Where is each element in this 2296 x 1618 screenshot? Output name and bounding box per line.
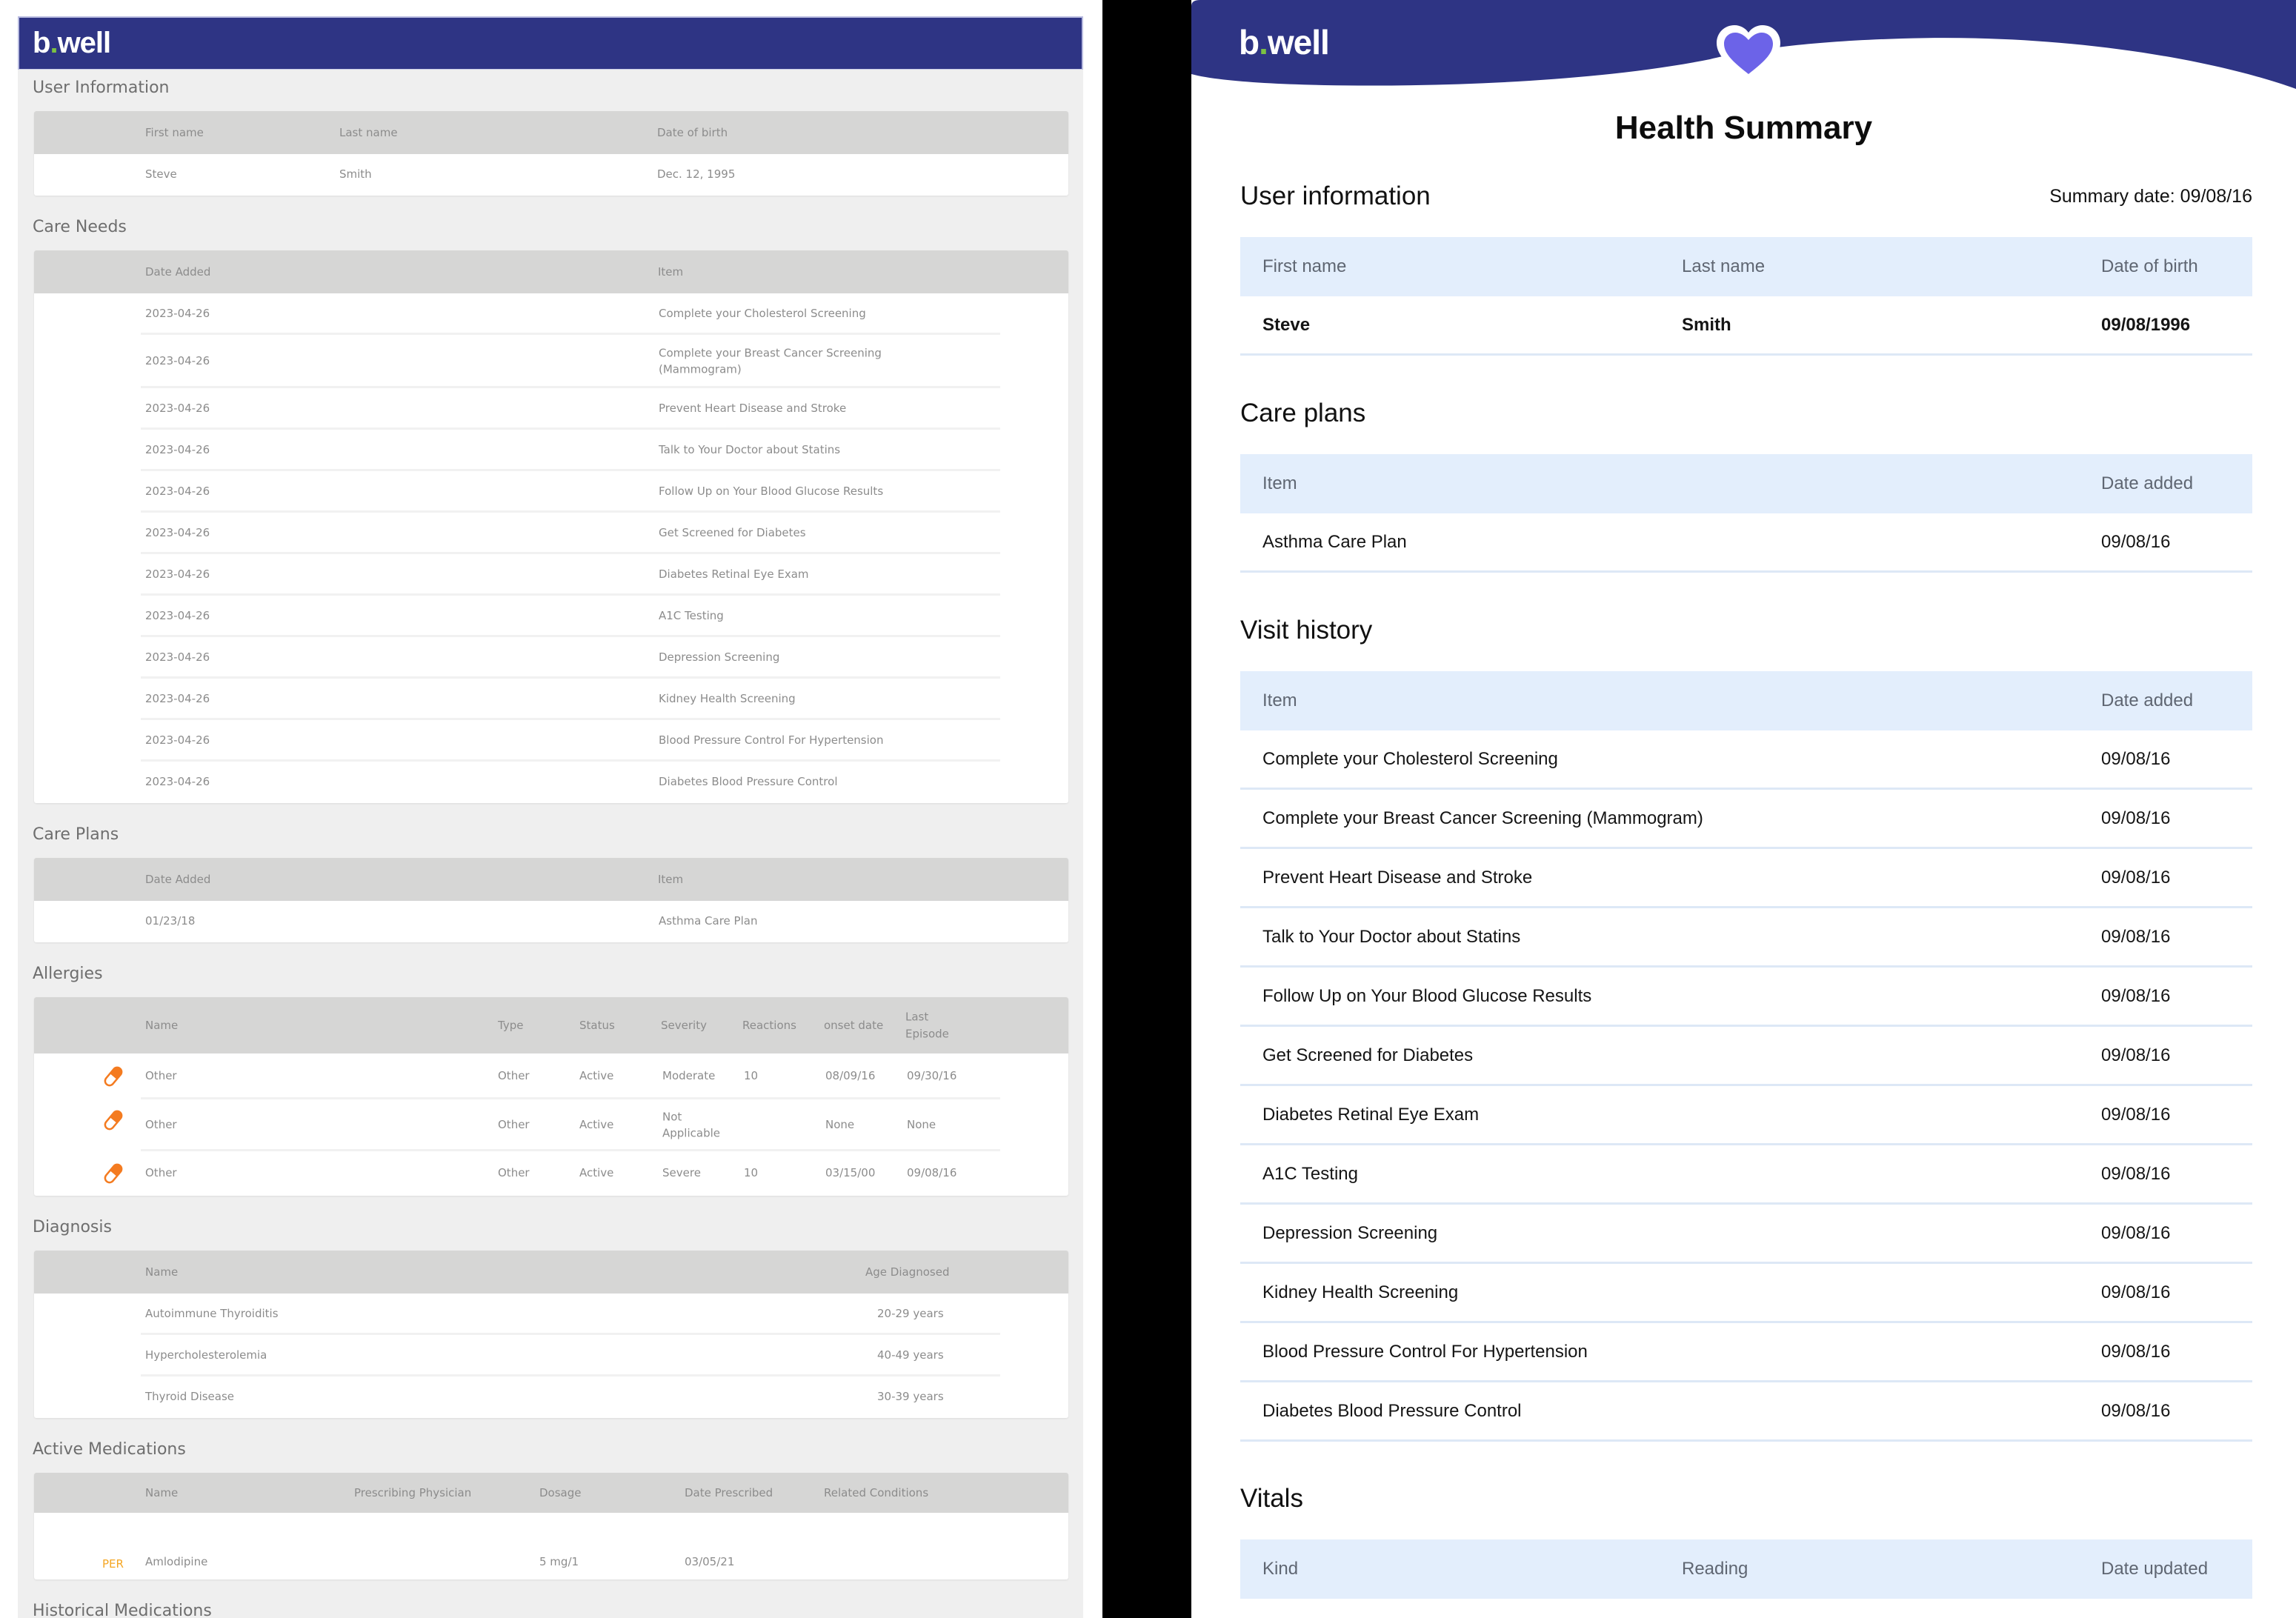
summary-date: Summary date: 09/08/16 [2049, 186, 2252, 207]
medication-dosage: 5 mg/1 [539, 1555, 579, 1569]
care-need-item: Follow Up on Your Blood Glucose Results [659, 485, 884, 499]
medication-name: Amlodipine [145, 1555, 208, 1569]
table-header [34, 997, 1068, 1053]
allergy-type: Other [498, 1069, 530, 1083]
care-need-item: Complete your Cholesterol Screening [659, 307, 866, 321]
column-header: Item [1262, 690, 1297, 710]
user-information-section [1240, 178, 2252, 356]
visit-item: Diabetes Retinal Eye Exam [1262, 1104, 1480, 1125]
care-need-item: Diabetes Blood Pressure Control [659, 775, 838, 789]
column-header: onset date [824, 1018, 884, 1032]
table-row [34, 596, 1068, 637]
column-header: Item [1262, 473, 1297, 493]
date-added: 2023-04-26 [145, 485, 210, 499]
table-row [1240, 908, 2252, 968]
section-title-historical-medications: Historical Medications [33, 1602, 212, 1618]
diagnosis-name: Autoimmune Thyroiditis [145, 1307, 279, 1321]
care-need-item: Prevent Heart Disease and Stroke [659, 402, 847, 416]
care-need-item: Talk to Your Doctor about Statins [659, 443, 841, 457]
date-added: 09/08/16 [2101, 808, 2171, 828]
vitals-table [1240, 1539, 2252, 1599]
table-row [34, 901, 1068, 942]
table-header [1240, 454, 2252, 513]
table-row [34, 430, 1068, 471]
active-medications-table [34, 1473, 1068, 1579]
table-row [34, 1099, 1068, 1151]
table-row [1240, 730, 2252, 790]
table-row [34, 154, 1068, 196]
date-added: 09/08/16 [2101, 867, 2171, 888]
column-header: Name [145, 1485, 179, 1499]
allergy-status: Active [579, 1069, 614, 1083]
column-header: Last name [339, 125, 398, 139]
table-header [34, 1473, 1068, 1513]
section-title-diagnosis: Diagnosis [33, 1218, 112, 1236]
table-row [1240, 513, 2252, 573]
allergies-table [34, 997, 1068, 1196]
pill-icon [101, 1108, 126, 1133]
diagnosis-name: Hypercholesterolemia [145, 1348, 267, 1362]
section-title-user-information: User Information [33, 79, 170, 97]
column-header: Date of birth [2101, 256, 2198, 276]
table-row [34, 388, 1068, 430]
column-header: Date Prescribed [685, 1485, 773, 1499]
table-row [1240, 1205, 2252, 1264]
section-title-care-plans: Care plans [1240, 399, 1366, 427]
table-row [34, 335, 1068, 388]
panel-divider [1102, 0, 1191, 1618]
column-header: Last Episode [905, 1010, 949, 1040]
date-added: 2023-04-26 [145, 567, 210, 582]
table-header [1240, 237, 2252, 296]
date-added: 09/08/16 [2101, 1045, 2171, 1065]
medication-date-prescribed: 03/05/21 [685, 1555, 735, 1569]
table-header [34, 858, 1068, 901]
visit-item: Talk to Your Doctor about Statins [1262, 926, 1521, 947]
allergy-name: Other [145, 1069, 177, 1083]
table-header [34, 111, 1068, 154]
section-title-care-needs: Care Needs [33, 218, 127, 236]
visit-history-section [1240, 612, 2252, 1442]
table-row [34, 762, 1068, 803]
table-row [1240, 1323, 2252, 1382]
table-header [1240, 671, 2252, 730]
date-added: 09/08/16 [2101, 1282, 2171, 1302]
date-added: 09/08/16 [2101, 1341, 2171, 1362]
care-plan-item: Asthma Care Plan [1262, 531, 1407, 552]
allergy-last-episode: 09/08/16 [907, 1166, 957, 1180]
visit-item: Depression Screening [1262, 1222, 1438, 1243]
allergy-type: Other [498, 1166, 530, 1180]
allergy-type: Other [498, 1118, 530, 1132]
first-name: Steve [1262, 314, 1311, 335]
date-added: 09/08/16 [2101, 748, 2171, 769]
table-row [34, 554, 1068, 596]
date-of-birth: Dec. 12, 1995 [657, 167, 736, 182]
allergy-last-episode: 09/30/16 [907, 1069, 957, 1083]
date-added: 09/08/16 [2101, 926, 2171, 947]
date-added: 09/08/16 [2101, 1222, 2171, 1243]
table-row [34, 679, 1068, 720]
table-row [34, 1513, 1068, 1579]
care-need-item: Diabetes Retinal Eye Exam [659, 567, 809, 582]
care-need-item: Complete your Breast Cancer Screening (Mammogram) [659, 346, 882, 376]
column-header: Age Diagnosed [865, 1265, 950, 1279]
allergy-reactions: 10 [744, 1166, 759, 1180]
column-header: Date added [2101, 473, 2194, 493]
visit-item: A1C Testing [1262, 1163, 1358, 1184]
table-row [34, 720, 1068, 762]
visit-item: Get Screened for Diabetes [1262, 1045, 1474, 1065]
visit-item: Prevent Heart Disease and Stroke [1262, 867, 1533, 888]
column-header: Name [145, 1018, 179, 1032]
date-added: 09/08/16 [2101, 1400, 2171, 1421]
pill-icon [101, 1064, 126, 1089]
section-title-active-medications: Active Medications [33, 1440, 186, 1459]
visit-item: Kidney Health Screening [1262, 1282, 1459, 1302]
table-row [34, 1053, 1068, 1099]
table-row [1240, 296, 2252, 356]
heart-icon [1715, 24, 1782, 83]
column-header: Related Conditions [824, 1485, 929, 1499]
visit-item: Follow Up on Your Blood Glucose Results [1262, 985, 1592, 1006]
column-header: Date Added [145, 264, 211, 279]
care-plans-table [34, 858, 1068, 942]
allergy-reactions: 10 [744, 1069, 759, 1083]
visit-item: Diabetes Blood Pressure Control [1262, 1400, 1522, 1421]
table-row [1240, 790, 2252, 849]
age-diagnosed: 30-39 years [877, 1390, 944, 1404]
vitals-section [1240, 1480, 2252, 1599]
care-need-item: A1C Testing [659, 609, 724, 623]
table-row [34, 471, 1068, 513]
allergy-name: Other [145, 1118, 177, 1132]
care-need-item: Blood Pressure Control For Hypertension [659, 733, 884, 748]
date-added: 2023-04-26 [145, 443, 210, 457]
age-diagnosed: 20-29 years [877, 1307, 944, 1321]
allergy-severity: Severe [662, 1166, 701, 1180]
care-plans-section [1240, 395, 2252, 573]
column-header: Item [658, 264, 684, 279]
visit-item: Complete your Cholesterol Screening [1262, 748, 1558, 769]
column-header: Prescribing Physician [354, 1485, 472, 1499]
care-plans-table [1240, 454, 2252, 573]
column-header: Dosage [539, 1485, 582, 1499]
column-header: Date updated [2101, 1559, 2209, 1579]
date-added: 2023-04-26 [145, 402, 210, 416]
table-header [34, 1251, 1068, 1294]
date-added: 2023-04-26 [145, 354, 210, 368]
bwell-logo: b.well [33, 27, 111, 59]
date-added: 09/08/16 [2101, 1163, 2171, 1184]
table-header [34, 250, 1068, 293]
page-title: Health Summary [1614, 110, 1873, 146]
column-header: Kind [1262, 1559, 1299, 1579]
date-of-birth: 09/08/1996 [2101, 314, 2191, 335]
legacy-summary-panel [0, 0, 1102, 1618]
allergy-severity: Moderate [662, 1069, 716, 1083]
table-row [1240, 1027, 2252, 1086]
allergy-last-episode: None [907, 1118, 936, 1132]
table-row [34, 1335, 1068, 1376]
visit-item: Complete your Breast Cancer Screening (Mammogram) [1262, 808, 1703, 828]
care-need-item: Depression Screening [659, 650, 780, 665]
last-name: Smith [339, 167, 372, 182]
column-header: Date Added [145, 872, 211, 886]
health-summary-panel [1191, 0, 2296, 1618]
date-added: 2023-04-26 [145, 650, 210, 665]
table-header [1240, 1539, 2252, 1599]
table-row [1240, 1086, 2252, 1145]
table-row [1240, 1145, 2252, 1205]
table-row [34, 637, 1068, 679]
table-row [34, 1151, 1068, 1196]
column-header: First name [1262, 256, 1347, 276]
column-header: Severity [661, 1018, 707, 1032]
age-diagnosed: 40-49 years [877, 1348, 944, 1362]
section-title-allergies: Allergies [33, 965, 103, 983]
allergy-onset: 08/09/16 [825, 1069, 876, 1083]
user-information-table [1240, 237, 2252, 356]
care-need-item: Get Screened for Diabetes [659, 526, 806, 540]
column-header: Date added [2101, 690, 2194, 710]
legacy-header [18, 16, 1083, 70]
care-plan-item: Asthma Care Plan [659, 914, 758, 928]
table-row [1240, 1264, 2252, 1323]
bwell-logo: b.well [1239, 23, 1329, 61]
last-name: Smith [1682, 314, 1731, 335]
date-added: 01/23/18 [145, 914, 196, 928]
allergy-status: Active [579, 1166, 614, 1180]
user-information-table [34, 111, 1068, 196]
first-name: Steve [145, 167, 177, 182]
visit-history-table [1240, 671, 2252, 1442]
table-row [34, 1294, 1068, 1335]
pill-icon [101, 1161, 126, 1186]
diagnosis-table [34, 1251, 1068, 1418]
date-added: 09/08/16 [2101, 531, 2171, 552]
column-header: Reading [1682, 1559, 1748, 1579]
column-header: Type [498, 1018, 524, 1032]
date-added: 09/08/16 [2101, 985, 2171, 1006]
section-title-visit-history: Visit history [1240, 616, 1373, 645]
allergy-severity: Not Applicable [662, 1110, 720, 1139]
allergy-status: Active [579, 1118, 614, 1132]
column-header: Reactions [742, 1018, 796, 1032]
section-title-vitals: Vitals [1240, 1484, 1303, 1513]
table-row [1240, 968, 2252, 1027]
diagnosis-name: Thyroid Disease [145, 1390, 235, 1404]
date-added: 2023-04-26 [145, 733, 210, 748]
allergy-onset: 03/15/00 [825, 1166, 876, 1180]
date-added: 2023-04-26 [145, 692, 210, 706]
column-header: First name [145, 125, 204, 139]
table-row [1240, 1382, 2252, 1442]
date-added: 2023-04-26 [145, 775, 210, 789]
care-need-item: Kidney Health Screening [659, 692, 796, 706]
section-title-user-information: User information [1240, 182, 1431, 210]
date-added: 2023-04-26 [145, 526, 210, 540]
section-title-care-plans: Care Plans [33, 825, 119, 844]
visit-item: Blood Pressure Control For Hypertension [1262, 1341, 1588, 1362]
date-added: 2023-04-26 [145, 307, 210, 321]
allergy-name: Other [145, 1166, 177, 1180]
date-added: 09/08/16 [2101, 1104, 2171, 1125]
table-row [1240, 849, 2252, 908]
column-header: Item [658, 872, 684, 886]
allergy-onset: None [825, 1118, 855, 1132]
column-header: Date of birth [657, 125, 728, 139]
date-added: 2023-04-26 [145, 609, 210, 623]
column-header: Status [579, 1018, 615, 1032]
care-needs-table [34, 250, 1068, 803]
legacy-page [18, 16, 1083, 1618]
column-header: Name [145, 1265, 179, 1279]
column-header: Last name [1682, 256, 1766, 276]
table-row [34, 513, 1068, 554]
table-row [34, 293, 1068, 335]
per-badge: PER [102, 1557, 124, 1571]
table-row [34, 1376, 1068, 1418]
